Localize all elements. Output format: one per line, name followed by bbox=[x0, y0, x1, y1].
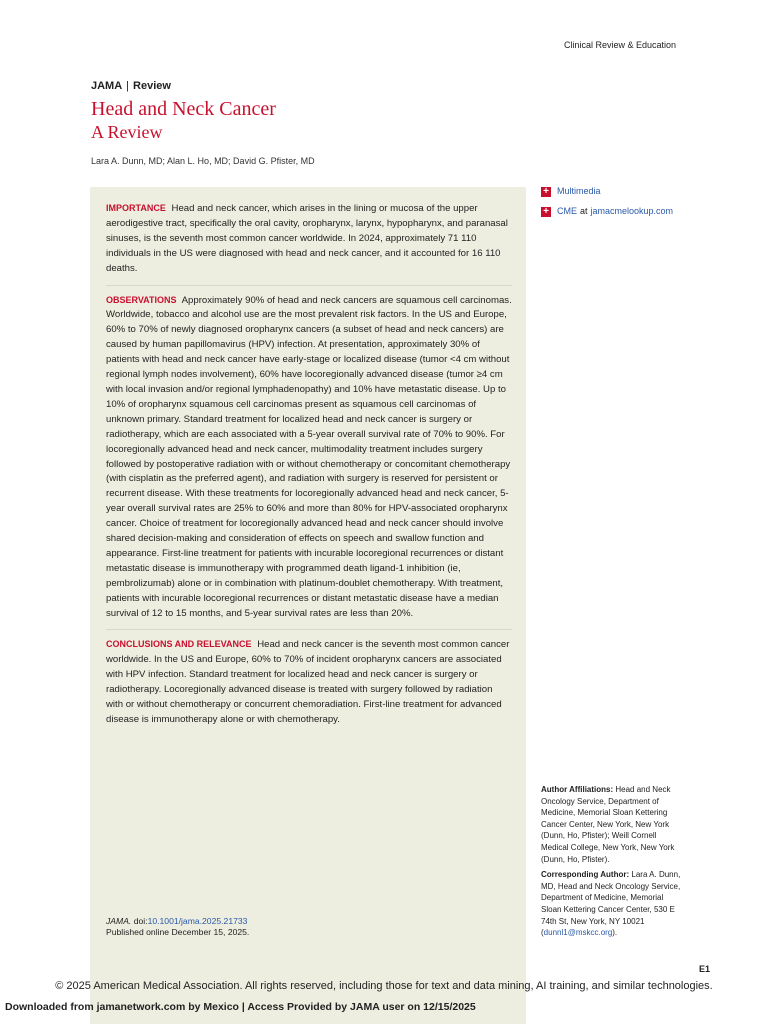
divider bbox=[106, 629, 512, 630]
side-links bbox=[541, 185, 673, 225]
observations-heading: OBSERVATIONS bbox=[106, 294, 177, 305]
abstract-text bbox=[106, 201, 512, 736]
affiliations bbox=[541, 784, 681, 943]
plus-icon: + bbox=[541, 207, 551, 217]
conclusions-text: Head and neck cancer is the seventh most common cancer worldwide. In the US and Europe, 60% to 70% of incident oropharynx cancers are associated with HPV infection. Standard treatment for localized head and neck cancer is surgery or radiotherapy. Locoregionally advanced disease is treated with surgery followed by radiation with or without chemotherapy or concurrent chemoradiation. First-line treatment for advanced disease is immunotherapy alone or with chemotherapy. bbox=[106, 639, 510, 725]
multimedia-label[interactable]: Multimedia bbox=[557, 186, 601, 196]
observations-text: Approximately 90% of head and neck cancers are squamous cell carcinomas. Worldwide, tobacco and alcohol use are the most prevalent risk factors. In the US and Europe, 60% to 70% of newly diagnosed oropharynx cancers (a subset of head and neck cancers) are caused by human papillomavirus (HPV) infection. At presentation, approximately 30% of patients with head and neck cancer have early-stage or localized disease (tumor <4 cm without regional lymph nodes involvement), 60% have locoregionally advanced disease (tumor ≥4 cm with local invasion and/or regional lymphadenopathy) and 10% have metastatic disease. Up to 10% of oropharynx squamous cell carcinomas present as squamous cell carcinomas of unknown primary. Standard treatment for localized head and neck cancer is surgery or radiotherapy, which are each associated with a 5-year overall survival rate of 70% to 90%. For locoregionally advanced head and neck cancer, multimodality treatment includes surgery followed by postoperative radiation with or without chemotherapy or concomitant chemotherapy (with cisplatin as the preferred agent), and radiation with surgery is reserved for persistent or recurrent disease. With these treatments for locoregionally advanced head and neck cancer, 5-year overall survival rates are 25% to 60% and more than 80% for HPV-associated oropharynx cancer. Choice of treatment for locoregionally advanced head and neck cancer should involve shared decision-making and consideration of effects on speech and swallow function and appearance. First-line treatment for patients with incurable locoregional recurrences or distant metastatic disease is immunotherapy with programmed death ligand-1 inhibition (ie, pembrolizumab) alone or in combination with platinum-doublet chemotherapy. With treatment, patients with incurable locoregional recurrences or distant metastatic disease have a median survival of 12 to 15 months, and 5-year survival rates are less than 20%. bbox=[106, 294, 512, 619]
corresponding-author bbox=[541, 869, 681, 939]
copyright-notice: © 2025 American Medical Association. All rights reserved, including those for text and data mining, AI training, and similar technologies. bbox=[55, 980, 713, 992]
cme-link[interactable] bbox=[541, 205, 673, 218]
page-number: E1 bbox=[698, 964, 710, 974]
affiliations-text: Head and Neck Oncology Service, Department of Medicine, Memorial Sloan Kettering Cancer Center, New York, New York (Dunn, Ho, Pfister); Weill Cornell Medical College, New York, New York (Dunn, Ho, Pfister). bbox=[541, 785, 675, 864]
journal-name: JAMA bbox=[91, 80, 123, 92]
observations-paragraph bbox=[106, 293, 512, 622]
cme-url-link[interactable]: jamacmelookup.com bbox=[590, 206, 674, 216]
email-link[interactable]: dunnl1@mskcc.org bbox=[543, 928, 613, 938]
download-notice: Downloaded from jamanetwork.com by Mexico | Access Provided by JAMA user on 12/15/2025 bbox=[5, 1001, 476, 1013]
separator: | bbox=[126, 80, 130, 92]
article-type: Review bbox=[133, 80, 171, 92]
importance-text: Head and neck cancer, which arises in the lining or mucosa of the upper aerodigestive tract, specifically the oral cavity, oropharynx, larynx, hypopharynx, and paranasal sinuses, is the seventh most common cancer worldwide. In 2024, approximately 71 110 individuals in the US were diagnosed with head and neck cancer, and it accounted for 16 110 deaths. bbox=[106, 203, 508, 274]
conclusions-paragraph bbox=[106, 637, 512, 727]
cme-label[interactable]: CME bbox=[557, 206, 577, 216]
importance-heading: IMPORTANCE bbox=[106, 203, 166, 213]
cme-at: at bbox=[580, 206, 588, 216]
section-label: Clinical Review & Education bbox=[563, 40, 676, 50]
author-list: Lara A. Dunn, MD; Alan L. Ho, MD; David G. Pfister, MD bbox=[91, 156, 315, 166]
abstract-box bbox=[90, 187, 526, 1024]
divider bbox=[106, 285, 512, 286]
citation-journal: JAMA. bbox=[106, 916, 132, 926]
corresponding-end: ). bbox=[612, 928, 618, 938]
published-date: Published online December 15, 2025. bbox=[106, 927, 250, 937]
conclusions-heading: CONCLUSIONS AND RELEVANCE bbox=[106, 639, 252, 650]
citation bbox=[106, 916, 249, 938]
plus-icon: + bbox=[541, 187, 551, 197]
doi-prefix: doi: bbox=[133, 916, 148, 926]
multimedia-link[interactable] bbox=[541, 185, 673, 198]
article-title: Head and Neck Cancer bbox=[91, 98, 276, 120]
article-subtitle: A Review bbox=[91, 122, 163, 142]
corresponding-heading: Corresponding Author: bbox=[541, 870, 630, 880]
journal-line bbox=[91, 80, 171, 92]
doi-link[interactable]: 10.1001/jama.2025.21733 bbox=[147, 916, 248, 926]
corresponding-text: Lara A. Dunn, MD, Head and Neck Oncology Service, Department of Medicine, Memorial Sloan Kettering Cancer Center, 530 E 74th St, New York, NY 10021 ( bbox=[541, 870, 681, 938]
affiliations-heading: Author Affiliations: bbox=[541, 785, 614, 794]
importance-paragraph bbox=[106, 201, 512, 277]
author-affiliations bbox=[541, 784, 681, 865]
